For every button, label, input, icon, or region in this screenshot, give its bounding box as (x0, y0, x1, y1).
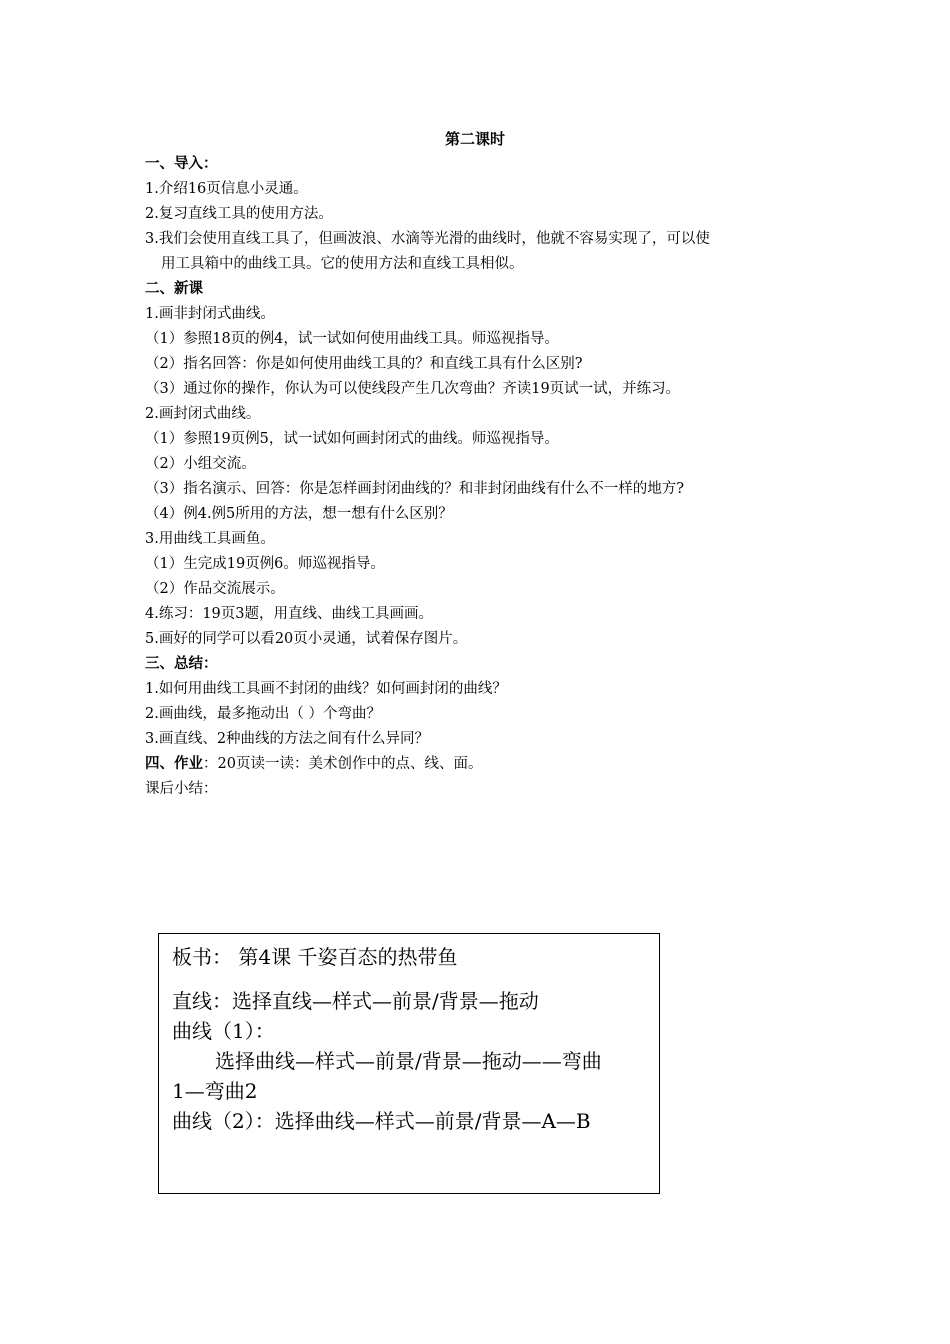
list-item: 5.画好的同学可以看20页小灵通，试着保存图片。 (145, 631, 468, 647)
list-item: （2）作品交流展示。 (145, 581, 285, 597)
board-line: 曲线（1）： (172, 1019, 275, 1043)
homework-line (145, 752, 825, 777)
page-title: 第二课时 (444, 130, 505, 148)
section-heading-intro: 一、导入： (145, 156, 218, 172)
list-item: 3.我们会使用直线工具了，但画波浪、水滴等光滑的曲线时，他就不容易实现了，可以使 (145, 231, 710, 247)
list-item: （1）参照18页的例4，试一试如何使用曲线工具。师巡视指导。 (145, 331, 559, 347)
lesson-body (145, 152, 825, 802)
blackboard-box (158, 933, 660, 1194)
list-item: （2）指名回答：你是如何使用曲线工具的？和直线工具有什么区别? (145, 356, 583, 372)
board-line: 曲线（2）：选择曲线—样式—前景/背景—A—B (172, 1109, 591, 1133)
list-item: （2）小组交流。 (145, 456, 256, 472)
board-line: 1—弯曲2 (172, 1079, 258, 1103)
list-item: （3）指名演示、回答：你是怎样画封闭曲线的？和非封闭曲线有什么不一样的地方? (145, 481, 684, 497)
board-title: 板书： 第4课 千姿百态的热带鱼 (172, 945, 458, 969)
after-class-note: 课后小结： (145, 781, 218, 797)
list-item: 3.画直线、2种曲线的方法之间有什么异同？ (145, 731, 430, 747)
list-item: 1.画非封闭式曲线。 (145, 306, 275, 322)
list-item: （3）通过你的操作，你认为可以使线段产生几次弯曲？齐读19页试一试，并练习。 (145, 381, 681, 397)
board-line: 选择曲线—样式—前景/背景—拖动——弯曲 (215, 1049, 602, 1073)
section-heading-new-lesson: 二、新课 (145, 281, 203, 297)
list-item: 1.如何用曲线工具画不封闭的曲线？如何画封闭的曲线？ (145, 681, 507, 697)
section-heading-summary: 三、总结： (145, 656, 218, 672)
list-item: 2.画曲线，最多拖动出（ ）个弯曲？ (145, 706, 381, 722)
list-item: 2.复习直线工具的使用方法。 (145, 206, 333, 222)
homework-text: ：20页读一读：美术创作中的点、线、面。 (203, 756, 483, 772)
list-item: 1.介绍16页信息小灵通。 (145, 181, 308, 197)
section-heading-homework: 四、作业 (145, 756, 203, 772)
list-item-continuation: 用工具箱中的曲线工具。它的使用方法和直线工具相似。 (161, 256, 524, 272)
board-line: 直线：选择直线—样式—前景/背景—拖动 (172, 989, 539, 1013)
list-item: （4）例4.例5所用的方法，想一想有什么区别？ (145, 506, 453, 522)
list-item: （1）参照19页例5，试一试如何画封闭式的曲线。师巡视指导。 (145, 431, 559, 447)
list-item: 4.练习：19页3题，用直线、曲线工具画画。 (145, 606, 434, 622)
list-item: 3.用曲线工具画鱼。 (145, 531, 275, 547)
list-item: （1）生完成19页例6。师巡视指导。 (145, 556, 385, 572)
list-item: 2.画封闭式曲线。 (145, 406, 261, 422)
